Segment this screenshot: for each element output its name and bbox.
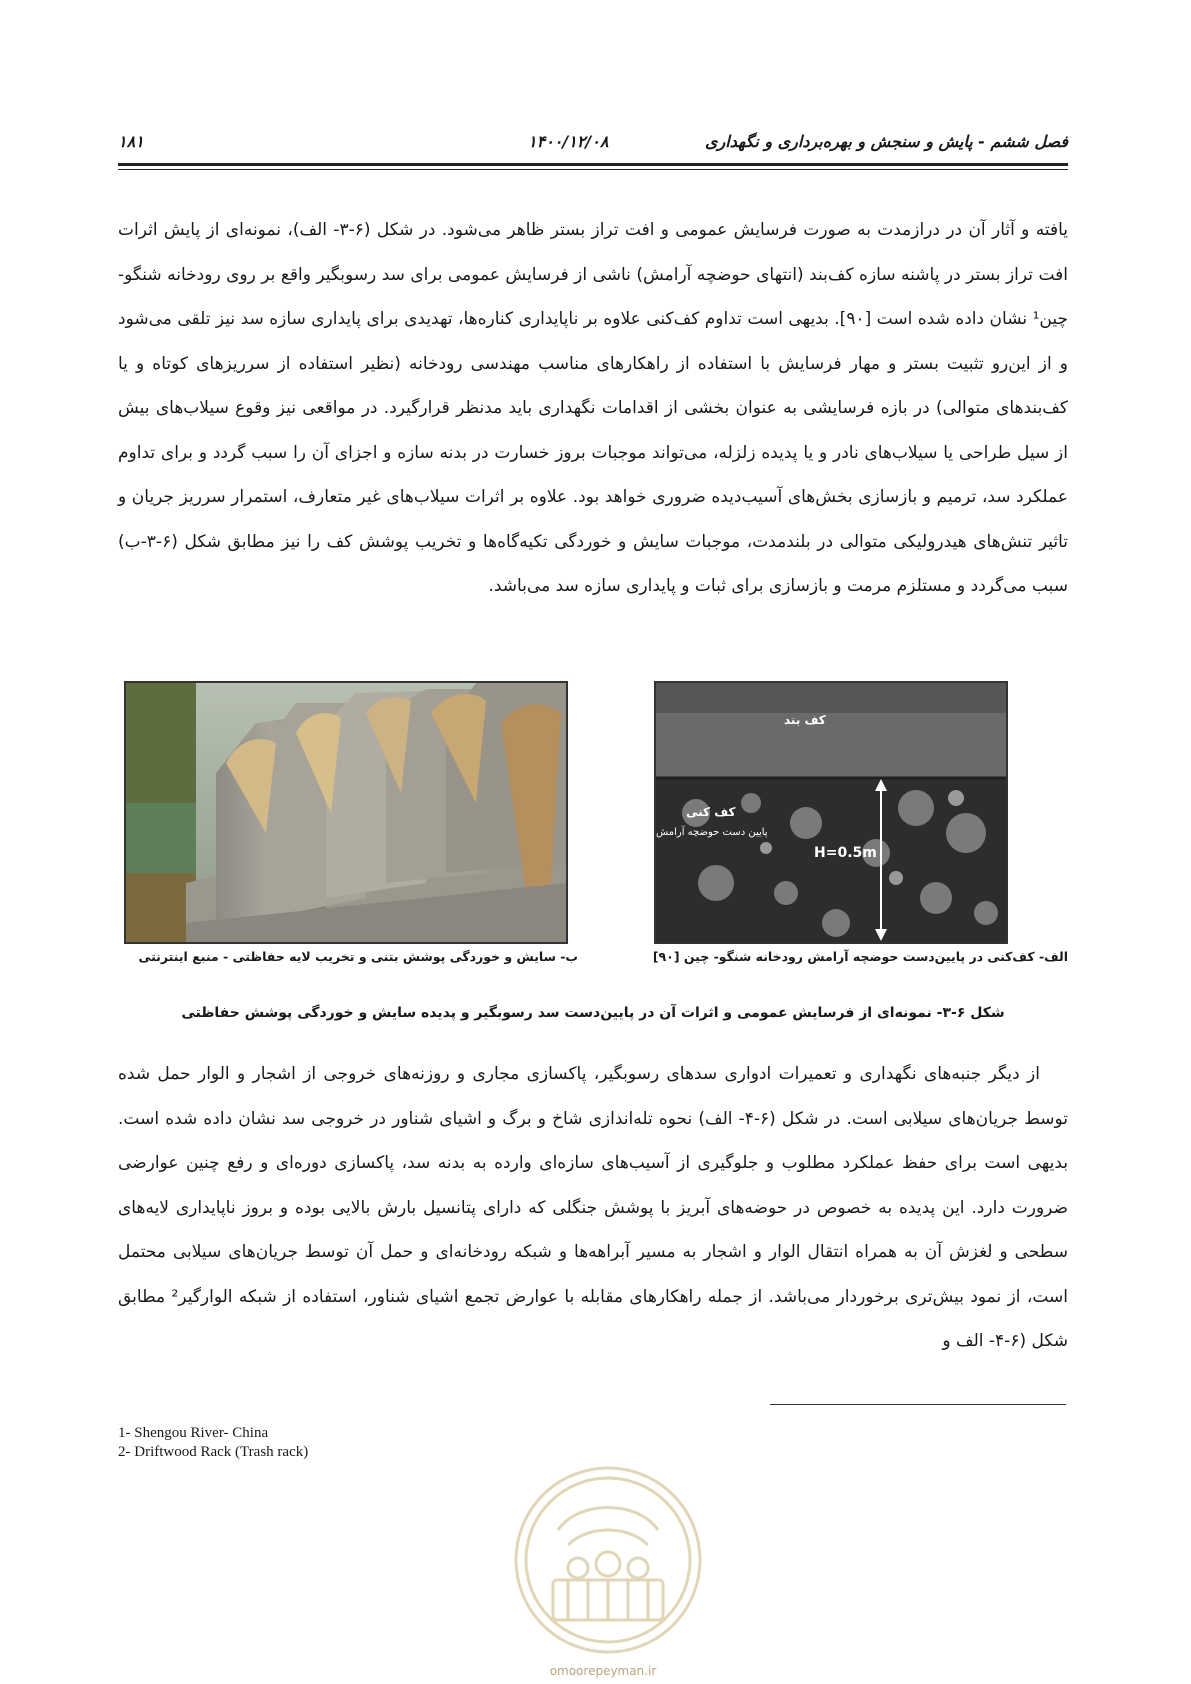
figure-caption-b: ب- سایش و خوردگی پوشش بتنی و تخریب لایه حفاظتی - منبع اینترنتی [138, 949, 578, 964]
header-rule-thick [118, 163, 1068, 166]
body-paragraph-1: یافته و آثار آن در درازمدت به صورت فرسایش عمومی و افت تراز بستر ظاهر می‌شود. در شکل (۶-۳- الف)، نمونه‌ای از پایش اثرات افت تراز بستر در پاشنه سازه کف‌بند (انتهای حوضچه آرامش) ناشی از فرسایش عمومی برای سد رسوبگیر واقع بر روی رودخانه شنگو- چین¹ نشان داده شده است [۹۰]. بدیهی است تداوم کف‌کنی علاوه بر ناپایداری کناره‌ها، تهدیدی برای پایداری سازه سد نیز تلقی می‌شود و از این‌رو تثبیت بستر و مهار فرسایش با استفاده از راهکارهای مناسب مهندسی رودخانه (نظیر استفاده از سرریزهای کوتاه و یا کف‌بندهای متوالی) در بازه فرسایشی به عنوان بخشی از اقدامات نگهداری باید مدنظر قرارگیرد. در مواقعی نیز وقوع سیلاب‌های بیش از سیل طراحی یا سیلاب‌های نادر و یا پدیده زلزله، می‌تواند موجبات بروز خسارت در بدنه سازه و اجزای آن را سبب گردد و برای تداوم عملکرد سد، ترمیم و بازسازی بخش‌های آسیب‌دیده ضروری خواهد بود. علاوه بر اثرات سیلاب‌های غیر متعارف، استمرار سرریز جریان و تاثیر تنش‌های هیدرولیکی متوالی در بلندمدت، موجبات سایش و خوردگی تکیه‌گاه‌ها و تخریب پوشش کف را نیز مطابق شکل (۶-۳-ب) سبب می‌گردد و مستلزم مرمت و بازسازی برای ثبات و پایداری سازه سد می‌باشد. [118, 220, 1068, 596]
figure-caption-a: الف- کف‌کنی در پایین‌دست حوضچه آرامش رودخانه شنگو- چین [۹۰] [652, 949, 1068, 964]
footnote-2: 2- Driftwood Rack (Trash rack) [118, 1444, 309, 1460]
chapter-title: فصل ششم - پایش و سنجش و بهره‌برداری و نگهداری [705, 132, 1068, 151]
label-height: H=0.5m [814, 845, 877, 861]
footnote-1: 1- Shengou River- China [118, 1425, 269, 1441]
footnotes [118, 1424, 308, 1462]
photo-scour-downstream [654, 681, 1008, 944]
label-scour: کف کنی [686, 805, 736, 819]
footnote-rule [770, 1404, 1066, 1405]
concrete-erosion-image [126, 683, 566, 942]
publisher-seal-logo [508, 1460, 708, 1660]
figure-title: شکل ۶-۳- نمونه‌ای از فرسایش عمومی و اثرات آن در پایین‌دست سد رسوبگیر و پدیده سایش و خوردگی پوشش حفاظتی [181, 1005, 1005, 1021]
photo-concrete-erosion [124, 681, 568, 944]
label-downstream: پایین دست حوضچه آرامش [656, 827, 768, 838]
page-number: ۱۸۱ [118, 132, 144, 151]
watermark-site: omoorepeyman.ir [549, 1664, 657, 1678]
body-paragraph-2: از دیگر جنبه‌های نگهداری و تعمیرات ادواری سدهای رسوبگیر، پاکسازی مجاری و روزنه‌های خروجی از اشجار و الوار حمل شده توسط جریان‌های سیلابی است. در شکل (۶-۴- الف) نحوه تله‌اندازی شاخ و برگ و اشیای شناور در خروجی سد نشان داده شده است. بدیهی است برای حفظ عملکرد مطلوب و جلوگیری از آسیب‌های سازه‌ای وارده به بدنه سد، پاکسازی دوره‌ای و رفع چنین عوارضی ضرورت دارد. این پدیده به خصوص در حوضه‌های آبریز با پوشش جنگلی که دارای پتانسیل بارش بالایی بوده و بروز ناپایداری لایه‌های سطحی و لغزش آن به همراه انتقال الوار و اشجار به مسیر آبراهه‌ها و شبکه رودخانه‌ای و حمل آن توسط جریان‌های سیلابی محتمل است، از نمود بیش‌تری برخوردار می‌باشد. از جمله راهکارهای مقابله با عوارض تجمع اشیای شناور، استفاده از شبکه الوارگیر² مطابق شکل (۶-۴- الف و [118, 1064, 1068, 1351]
page-header [118, 128, 1068, 156]
header-date: ۱۴۰۰/۱۲/۰۸ [528, 132, 609, 151]
header-rule-thin [118, 169, 1068, 170]
label-apron: کف بند [784, 713, 826, 727]
